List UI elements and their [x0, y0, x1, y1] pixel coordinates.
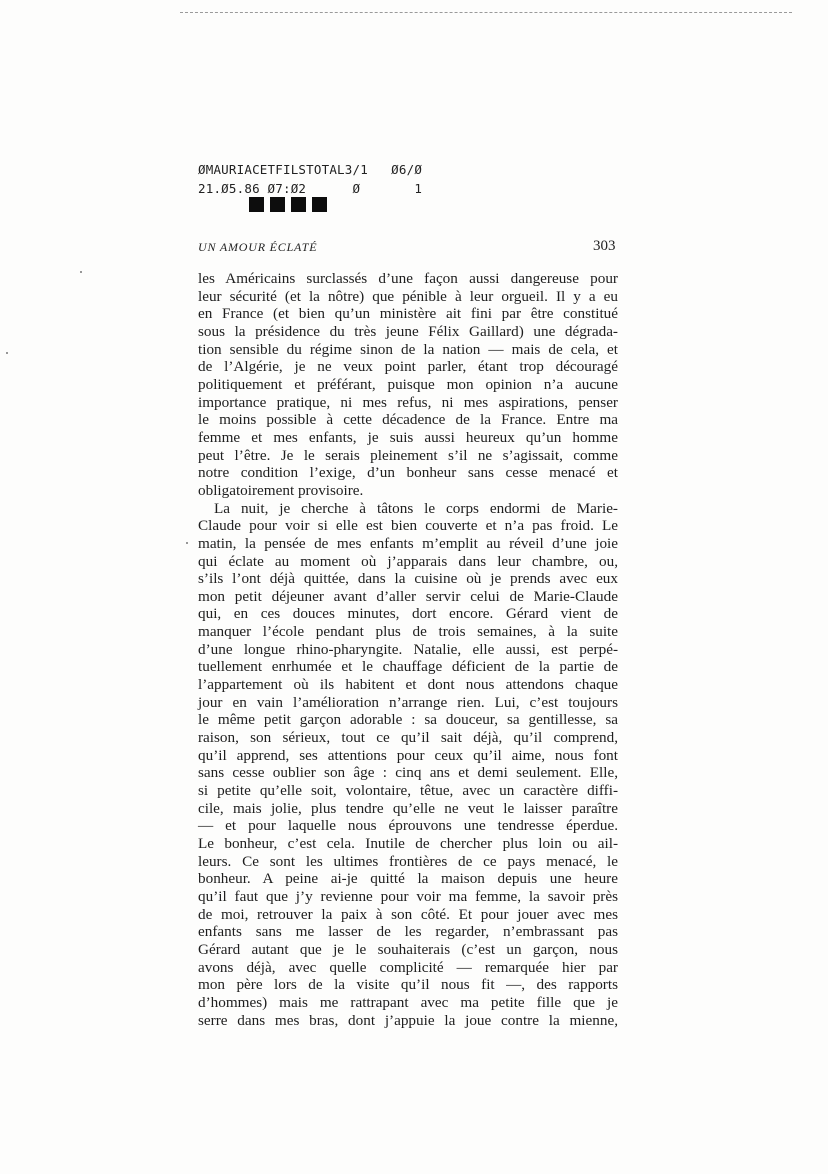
text-line: manquer l’école pendant plus de trois semaines, à la suite: [198, 623, 618, 641]
text-line: — et pour laquelle nous éprouvons une tendresse éperdue.: [198, 817, 618, 835]
text-line: en France (et bien qu’un ministère ait fini par être constitué: [198, 305, 618, 323]
text-line: Gérard autant que je le souhaiterais (c’est un garçon, nous: [198, 940, 618, 958]
scan-speck: [186, 542, 188, 544]
scan-speck: [80, 271, 82, 273]
text-line: s’ils l’ont déjà quittée, dans la cuisine où je prends avec eux: [198, 570, 618, 588]
registration-block: [249, 197, 264, 212]
text-line: enfants sans me lasser de les regarder, n’embrassant pas: [198, 923, 618, 941]
text-line: leurs. Ce sont les ultimes frontières de ce pays menacé, le: [198, 852, 618, 870]
text-line: raison, son sérieux, tout ce qu’il sait déjà, qu’il comprend,: [198, 729, 618, 747]
registration-block: [291, 197, 306, 212]
text-line: le moins possible à cette décadence de la France. Entre ma: [198, 411, 618, 429]
registration-marks: [249, 197, 327, 212]
text-line: jour en vain l’amélioration n’arrange rien. Lui, c’est toujours: [198, 693, 618, 711]
text-line: Claude pour voir si elle est bien couverte et n’a pas froid. Le: [198, 517, 618, 535]
text-line: mon père lors de la visite qu’il nous fit —, des rapports: [198, 976, 618, 994]
text-line: mon petit déjeuner avant d’aller servir celui de Marie-Claude: [198, 587, 618, 605]
text-line-paragraph-end: obligatoirement provisoire.: [198, 481, 364, 499]
text-line: avons déjà, avec quelle complicité — remarquée hier par: [198, 958, 618, 976]
text-line: peut l’être. Je le serais pleinement s’il ne s’agissait, comme: [198, 446, 618, 464]
scan-speck: [6, 352, 8, 354]
text-line: matin, la pensée de mes enfants m’emplit au réveil d’une joie: [198, 534, 618, 552]
text-line: leur sécurité (et la nôtre) que pénible à leur orgueil. Il y a eu: [198, 287, 618, 305]
text-line: qui, en ces douces minutes, dort encore. Gérard vient de: [198, 605, 618, 623]
text-line: tuellement enrhumée et le chauffage déficient de la partie de: [198, 658, 618, 676]
body-text: [198, 270, 618, 1029]
text-line: serre dans mes bras, dont j’appuie la joue contre la mienne,: [198, 1011, 618, 1029]
text-line: importance pratique, ni mes refus, ni mes aspirations, penser: [198, 393, 618, 411]
text-line: d’hommes) mais me rattrapant avec ma petite fille que je: [198, 993, 618, 1011]
text-line: sans cesse oublier son âge : cinq ans et demi seulement. Elle,: [198, 764, 618, 782]
text-line: de moi, retrouver la paix à son côté. Et pour jouer avec mes: [198, 905, 618, 923]
text-line: bonheur. A peine ai-je quitté la maison depuis une heure: [198, 870, 618, 888]
text-line: le même petit garçon adorable : sa douceur, sa gentillesse, sa: [198, 711, 618, 729]
typeset-stamp-line-1: ØMAURIACETFILSTOTAL3/1 Ø6/Ø: [198, 162, 423, 177]
text-line: politiquement et préférant, puisque mon opinion n’a aucune: [198, 375, 618, 393]
text-line: tion sensible du régime sinon de la nation — mais de cela, et: [198, 340, 618, 358]
text-line: l’appartement où ils habitent et dont nous attendons chaque: [198, 676, 618, 694]
running-head: UN AMOUR ÉCLATÉ: [198, 240, 318, 254]
text-line: qu’il faut que j’y revienne pour voir ma femme, la savoir près: [198, 887, 618, 905]
top-scan-edge-line: [180, 12, 792, 13]
text-line: Le bonheur, c’est cela. Inutile de chercher plus loin ou ail-: [198, 835, 618, 852]
text-line: femme et mes enfants, je suis aussi heureux qu’un homme: [198, 428, 618, 446]
text-line: sous la présidence du très jeune Félix Gaillard) une dégrada-: [198, 322, 618, 340]
text-line: notre condition l’exige, d’un bonheur sans cesse menacé et: [198, 464, 618, 482]
typeset-stamp-line-2: 21.Ø5.86 Ø7:Ø2 Ø 1: [198, 181, 423, 196]
text-line: qu’il apprend, ses attentions pour ceux qu’il aime, nous font: [198, 746, 618, 764]
registration-block: [312, 197, 327, 212]
text-line: d’une longue rhino-pharyngite. Natalie, elle aussi, est perpé-: [198, 640, 618, 658]
registration-block: [270, 197, 285, 212]
text-line: les Américains surclassés d’une façon aussi dangereuse pour: [198, 270, 618, 287]
text-line: cile, mais jolie, plus tendre qu’elle ne veut le laisser paraître: [198, 799, 618, 817]
text-line: si petite qu’elle soit, volontaire, têtue, avec un caractère diffi-: [198, 782, 618, 800]
text-line: qui éclate au moment où j’apparais dans leur chambre, ou,: [198, 552, 618, 570]
text-line-paragraph-start: La nuit, je cherche à tâtons le corps endormi de Marie-: [214, 499, 618, 517]
page-number: 303: [593, 238, 616, 254]
text-line: de l’Algérie, je ne veux point parler, étant trop découragé: [198, 358, 618, 376]
